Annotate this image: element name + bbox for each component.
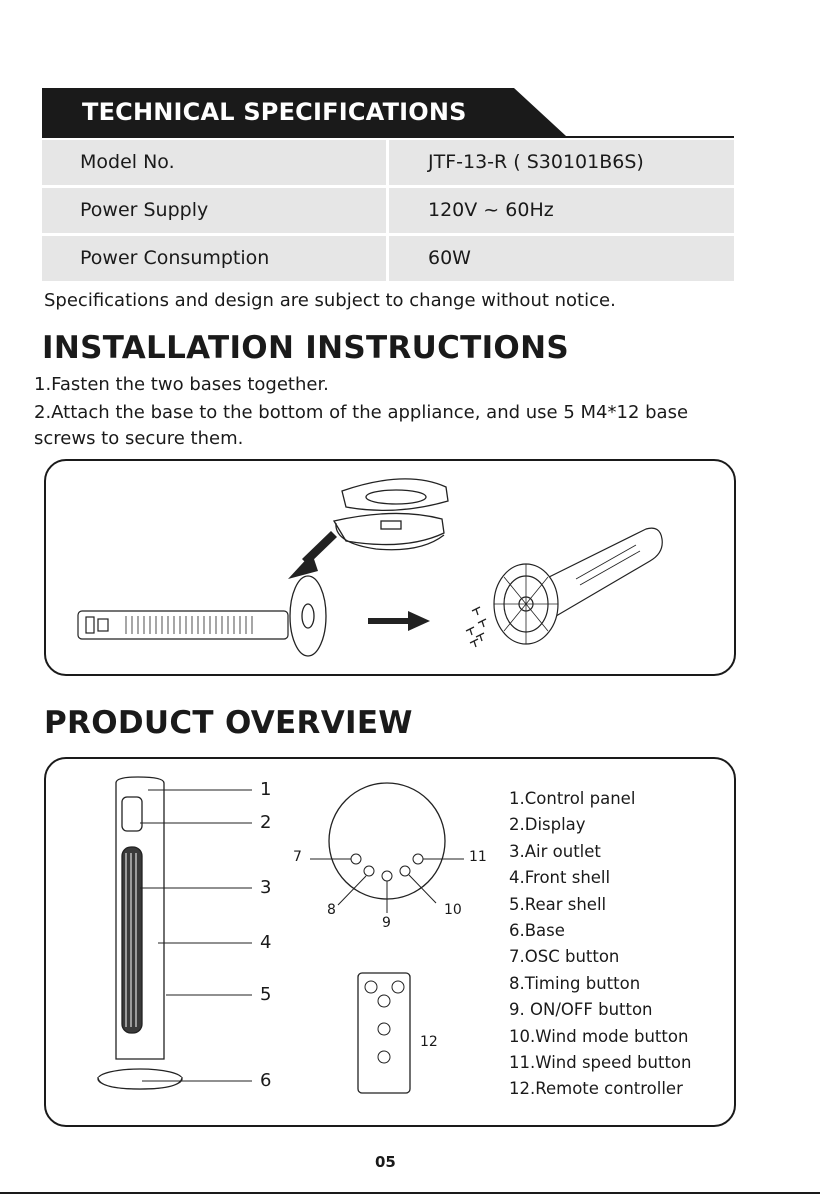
- spec-value: 60W: [428, 247, 471, 269]
- bottom-rule: [0, 1192, 820, 1194]
- legend-item: 3.Air outlet: [509, 841, 601, 861]
- installation-diagram: [46, 461, 734, 674]
- installation-step-2-text: 2.Attach the base to the bottom of the appliance, and use 5 M4*12 base screws to secure them.: [34, 402, 689, 449]
- callout-10: 10: [444, 902, 462, 918]
- installation-step-1: 1.Fasten the two bases together.: [34, 374, 329, 395]
- spec-label: Power Supply: [80, 199, 209, 221]
- legend-item: 5.Rear shell: [509, 894, 607, 914]
- spec-row-model: [42, 140, 734, 185]
- callout-7: 7: [293, 849, 302, 865]
- legend-item: 6.Base: [509, 920, 565, 940]
- spec-divider: [386, 140, 389, 185]
- callout-9: 9: [382, 915, 391, 931]
- legend-item: 11.Wind speed button: [509, 1052, 692, 1072]
- installation-diagram-panel: [44, 459, 736, 676]
- spec-value: JTF-13-R ( S30101B6S): [428, 151, 644, 173]
- installation-step-2: [34, 400, 744, 452]
- callout-3: 3: [260, 877, 272, 898]
- parts-legend: [509, 786, 691, 1103]
- callout-5: 5: [260, 984, 272, 1005]
- spec-row-power-consumption: [42, 236, 734, 281]
- callout-2: 2: [260, 812, 272, 833]
- legend-item: 10.Wind mode button: [509, 1026, 689, 1046]
- overview-title: PRODUCT OVERVIEW: [44, 705, 413, 741]
- spec-title: TECHNICAL SPECIFICATIONS: [82, 98, 467, 126]
- legend-item: 9. ON/OFF button: [509, 1000, 653, 1020]
- legend-item: 2.Display: [509, 815, 586, 835]
- callout-4: 4: [260, 932, 272, 953]
- spec-table: [42, 140, 734, 284]
- spec-label: Power Consumption: [80, 247, 270, 269]
- callout-1: 1: [260, 779, 272, 800]
- spec-value: 120V ~ 60Hz: [428, 199, 554, 221]
- callout-6: 6: [260, 1070, 272, 1091]
- spec-divider: [386, 236, 389, 281]
- spec-header-rule: [42, 136, 734, 138]
- callout-12: 12: [420, 1034, 438, 1050]
- legend-item: 4.Front shell: [509, 868, 611, 888]
- callout-8: 8: [327, 902, 336, 918]
- legend-item: 12.Remote controller: [509, 1079, 683, 1099]
- installation-title: INSTALLATION INSTRUCTIONS: [42, 330, 569, 366]
- spec-row-power-supply: [42, 188, 734, 233]
- callout-11: 11: [469, 849, 487, 865]
- legend-item: 7.OSC button: [509, 947, 620, 967]
- legend-item: 1.Control panel: [509, 789, 636, 808]
- page-number: 05: [375, 1153, 396, 1171]
- spec-note: Specifications and design are subject to change without notice.: [44, 290, 616, 311]
- spec-divider: [386, 188, 389, 233]
- spec-label: Model No.: [80, 151, 175, 173]
- legend-item: 8.Timing button: [509, 973, 641, 993]
